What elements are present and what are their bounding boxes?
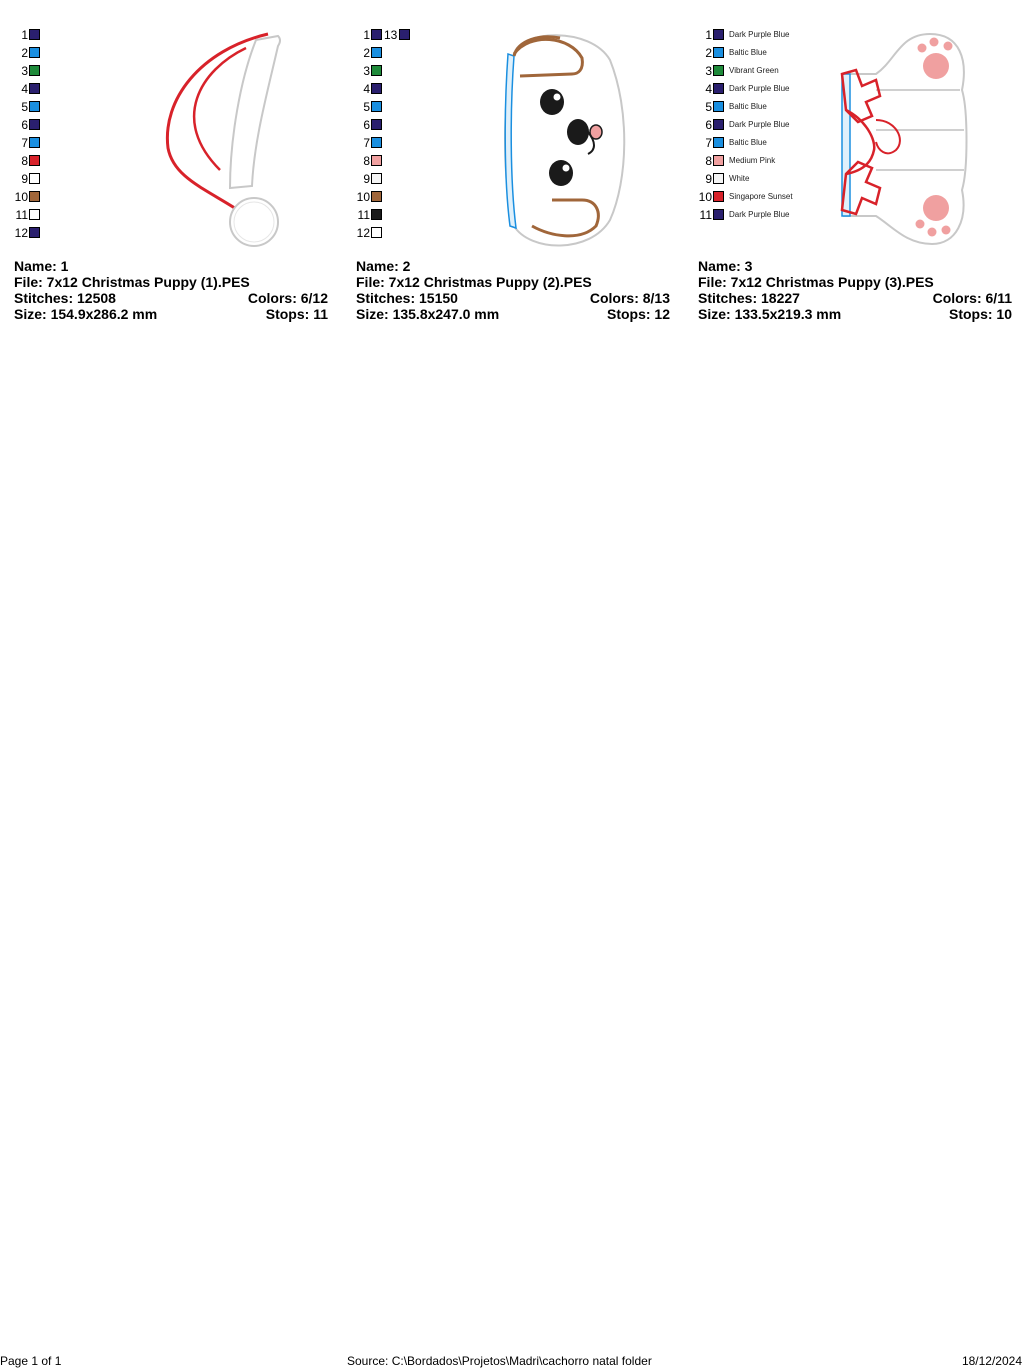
swatch-color-box (371, 119, 382, 130)
swatch-color-box (371, 47, 382, 58)
swatch-thread-name: Medium Pink (729, 156, 776, 165)
swatch-color-box (371, 83, 382, 94)
design-stitches: Stitches: 18227 (698, 290, 800, 306)
design-file: File: 7x12 Christmas Puppy (3).PES (698, 274, 934, 290)
swatch-number: 11 (357, 208, 370, 222)
swatch-color-box (713, 191, 724, 202)
swatch-number: 3 (21, 64, 28, 78)
swatch-number: 4 (21, 82, 28, 96)
design-size: Size: 154.9x286.2 mm (14, 306, 158, 322)
swatch-color-box (371, 209, 382, 220)
swatch-number: 1 (21, 28, 28, 42)
swatch-thread-name: Singapore Sunset (729, 192, 793, 201)
swatch-color-box (29, 173, 40, 184)
swatch-color-box (29, 29, 40, 40)
swatch-thread-name: Dark Purple Blue (729, 210, 790, 219)
swatch-number: 6 (363, 118, 370, 132)
swatch-number: 9 (363, 172, 370, 186)
swatch-number: 5 (705, 100, 712, 114)
swatch-number: 4 (363, 82, 370, 96)
swatch-number: 7 (705, 136, 712, 150)
swatch-thread-name: Dark Purple Blue (729, 30, 790, 39)
swatch-color-box (713, 173, 724, 184)
swatch-number: 12 (14, 226, 28, 240)
design-stops: Stops: 11 (265, 306, 328, 322)
swatch-color-box (371, 101, 382, 112)
swatch-color-box (399, 29, 410, 40)
design-block-3 (696, 24, 1024, 324)
design-info (14, 258, 328, 322)
swatch-number: 8 (363, 154, 370, 168)
swatch-color-box (29, 119, 40, 130)
puppy-face-artwork (500, 30, 630, 250)
swatch-color-box (371, 65, 382, 76)
design-name: Name: 2 (356, 258, 411, 274)
swatch-color-box (713, 65, 724, 76)
swatch-number: 10 (14, 190, 28, 204)
swatch-number: 7 (363, 136, 370, 150)
swatch-color-box (371, 137, 382, 148)
design-size: Size: 135.8x247.0 mm (356, 306, 500, 322)
swatch-color-box (713, 83, 724, 94)
design-block-2 (354, 24, 684, 324)
swatch-number: 11 (15, 208, 28, 222)
swatch-number: 2 (21, 46, 28, 60)
swatch-number: 9 (21, 172, 28, 186)
design-stops: Stops: 12 (606, 306, 670, 322)
swatch-number: 6 (21, 118, 28, 132)
swatch-color-box (29, 209, 40, 220)
footer-date: 18/12/2024 (961, 1354, 1022, 1368)
swatch-color-box (29, 227, 40, 238)
swatch-color-box (29, 83, 40, 94)
swatch-number: 3 (705, 64, 712, 78)
design-stitches: Stitches: 12508 (14, 290, 116, 306)
design-name: Name: 1 (14, 258, 69, 274)
swatch-thread-name: Vibrant Green (729, 66, 779, 75)
swatch-color-box (713, 119, 724, 130)
design-size: Size: 133.5x219.3 mm (698, 306, 842, 322)
swatch-number: 8 (21, 154, 28, 168)
swatch-color-box (371, 173, 382, 184)
design-stops: Stops: 10 (948, 306, 1012, 322)
swatch-number: 10 (356, 190, 370, 204)
swatch-color-box (713, 209, 724, 220)
design-colors: Colors: 8/13 (589, 290, 670, 306)
swatch-number: 8 (705, 154, 712, 168)
swatch-color-box (713, 47, 724, 58)
swatch-color-box (371, 227, 382, 238)
swatch-color-box (713, 29, 724, 40)
swatch-thread-name: Baltic Blue (729, 138, 767, 147)
swatch-number: 2 (363, 46, 370, 60)
swatch-color-box (371, 191, 382, 202)
swatch-color-box (29, 47, 40, 58)
swatch-thread-name: Baltic Blue (729, 48, 767, 57)
swatch-thread-name: Dark Purple Blue (729, 120, 790, 129)
design-info (698, 258, 1012, 322)
swatch-number: 4 (705, 82, 712, 96)
swatch-number: 6 (705, 118, 712, 132)
design-info (356, 258, 670, 322)
swatch-color-box (29, 101, 40, 112)
swatch-number: 9 (705, 172, 712, 186)
swatch-color-box (29, 155, 40, 166)
swatch-number: 12 (356, 226, 370, 240)
design-name: Name: 3 (698, 258, 753, 274)
swatch-color-box (29, 65, 40, 76)
design-file: File: 7x12 Christmas Puppy (2).PES (356, 274, 592, 290)
footer-source-path: Source: C:\Bordados\Projetos\Madri\cachorro natal folder (347, 1354, 652, 1368)
swatch-color-box (371, 155, 382, 166)
footer-page-number: Page 1 of 1 (0, 1354, 62, 1368)
swatch-number: 10 (698, 190, 712, 204)
swatch-color-box (713, 155, 724, 166)
puppy-paws-artwork (836, 30, 976, 250)
design-colors: Colors: 6/11 (932, 290, 1012, 306)
swatch-color-box (371, 29, 382, 40)
swatch-number: 1 (705, 28, 712, 42)
swatch-thread-name: Baltic Blue (729, 102, 767, 111)
swatch-color-box (713, 101, 724, 112)
design-file: File: 7x12 Christmas Puppy (1).PES (14, 274, 250, 290)
swatch-number: 11 (699, 208, 712, 222)
swatch-number: 3 (363, 64, 370, 78)
swatch-thread-name: White (729, 174, 750, 183)
design-stitches: Stitches: 15150 (356, 290, 458, 306)
swatch-color-box (29, 137, 40, 148)
swatch-number: 5 (21, 100, 28, 114)
swatch-color-box (29, 191, 40, 202)
design-colors: Colors: 6/12 (247, 290, 328, 306)
design-block-1 (12, 24, 342, 324)
swatch-thread-name: Dark Purple Blue (729, 84, 790, 93)
swatch-color-box (713, 137, 724, 148)
swatch-number: 13 (384, 28, 398, 42)
swatch-number: 2 (705, 46, 712, 60)
swatch-number: 5 (363, 100, 370, 114)
swatch-number: 1 (363, 28, 370, 42)
santa-hat-artwork (160, 30, 300, 250)
swatch-number: 7 (21, 136, 28, 150)
